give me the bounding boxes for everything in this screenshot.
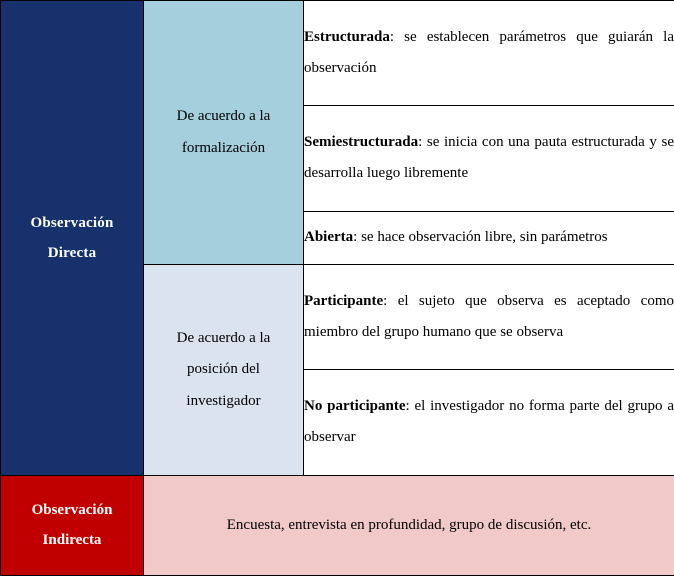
definition-semiestructurada: : se inicia con una pauta estructurada y se desarrolla luego libremente (304, 133, 674, 182)
description-cell-indirecta: Encuesta, entrevista en profundidad, grupo de discusión, etc. (144, 475, 674, 575)
criterion-label-line-2: formalización (181, 139, 266, 156)
description-cell-no-participante (304, 370, 674, 475)
description-cell-participante (304, 265, 674, 370)
criterion-cell-posicion-investigador (144, 265, 304, 476)
term-no-participante: No participante (304, 397, 406, 414)
definition-abierta: : se hace observación libre, sin parámetros (353, 229, 608, 246)
term-semiestructurada: Semiestructurada (304, 133, 419, 150)
description-cell-estructurada (304, 1, 674, 106)
definition-estructurada: : se establecen parámetros que guiarán la observación (304, 28, 674, 77)
criterion-label-line-2: posición del (187, 361, 260, 378)
term-participante: Participante (304, 292, 384, 309)
category-cell-direct (1, 1, 144, 476)
table-row (1, 475, 674, 575)
category-label-line-1: Observación (30, 214, 114, 231)
term-abierta: Abierta (304, 229, 354, 246)
definition-no-participante: : el investigador no forma parte del grupo a observar (304, 397, 674, 446)
term-estructurada: Estructurada (304, 28, 390, 45)
table-row (1, 1, 674, 106)
category-label-line-1: Observación (31, 502, 113, 519)
category-cell-indirect (1, 475, 144, 575)
criterion-cell-formalizacion (144, 1, 304, 265)
description-cell-abierta (304, 211, 674, 264)
criterion-label-line-1: De acuerdo a la (176, 329, 271, 346)
description-cell-semiestructurada (304, 106, 674, 211)
definition-participante: : el sujeto que observa es aceptado como miembro del grupo humano que se observa (304, 292, 674, 341)
category-label-line-2: Indirecta (42, 532, 102, 549)
category-label-line-2: Directa (47, 244, 97, 261)
criterion-label-line-3: investigador (186, 392, 261, 409)
criterion-label-line-1: De acuerdo a la (176, 108, 271, 125)
